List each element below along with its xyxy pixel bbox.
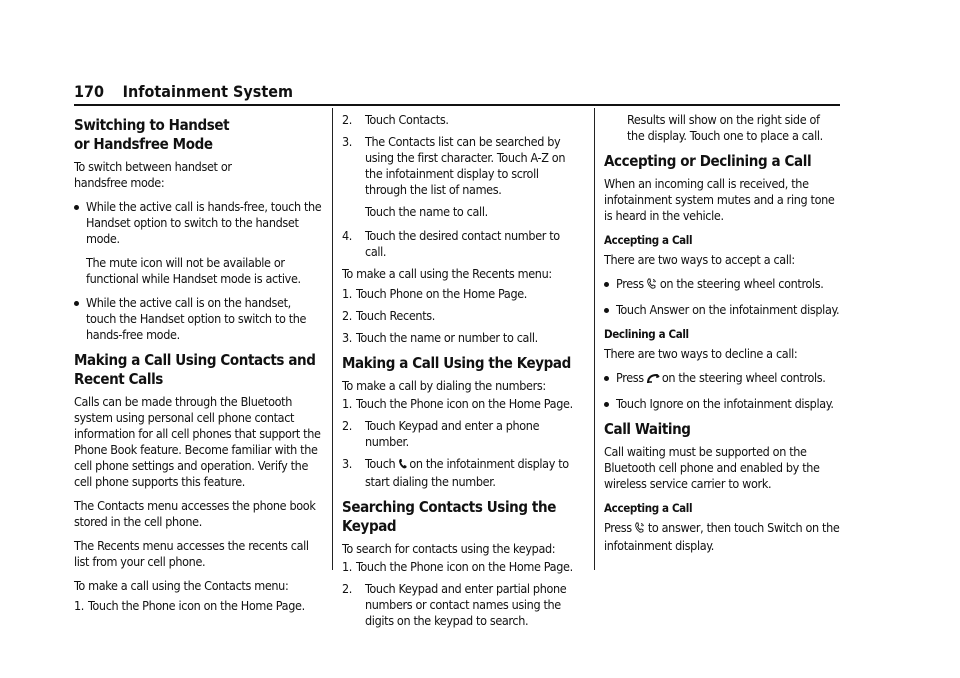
paragraph: Call waiting must be supported on the Bluetooth cell phone and enabled by the wireless service carrier to work. [604,444,820,491]
call-answer-icon [647,278,658,294]
recents-steps-list [342,286,582,346]
list-item: 2. Touch Keypad and enter partial phone numbers or contact names using the digits on the keypad to search. [342,581,567,628]
column-3 [604,108,840,562]
subheading-accepting-waiting: Accepting a Call [604,501,693,515]
step-continuation: Results will show on the right side of the display. Touch one to place a call. [627,112,823,143]
paragraph: Press to answer, then touch Switch on the infotainment display. [604,520,840,553]
bullet-item: While the active call is hands-free, touch the Handset option to switch to the handset mode. [74,199,324,247]
step-note: Touch the name to call. [365,204,488,219]
bullet-item: Press on the steering wheel controls. [604,370,840,388]
list-item: 1. Touch the Phone icon on the Home Page. [342,559,573,574]
bullet-icon [74,301,79,306]
column-1 [74,108,324,620]
contacts-step-4 [342,228,582,260]
paragraph: To search for contacts using the keypad: [342,541,556,556]
list-item: 3. The Contacts list can be searched by using the first character. Touch A-Z on the infotainment display to scroll through the list of names. [342,134,566,197]
list-item: 3. Touch the name or number to call. [342,330,538,345]
contacts-steps-continued [342,112,582,198]
bullet-icon [604,282,609,287]
list-item: 1. Touch the Phone icon on the Home Page. [74,598,305,613]
page-header [74,82,840,104]
paragraph: There are two ways to accept a call: [604,252,795,267]
column-divider [332,108,333,570]
paragraph: To make a call by dialing the numbers: [342,378,546,393]
heading-call-waiting: Call Waiting [604,420,691,438]
list-item: 2. Touch Contacts. [342,112,449,127]
list-item: 1. Touch the Phone icon on the Home Page. [342,396,573,411]
bullet-item: While the active call is on the handset, touch the Handset option to switch to the hands-free mode. [74,295,324,343]
paragraph: To make a call using the Recents menu: [342,266,552,281]
paragraph: Calls can be made through the Bluetooth system using personal cell phone contact information for all cell phones that support the Phone Book feature. Become familiar with the cell phone settings and operation. Verify the cell phone supports this feature. [74,394,321,489]
bullet-icon [74,205,79,210]
bullet-icon [604,376,609,381]
bullet-icon [604,402,609,407]
list-item: 2. Touch Keypad and enter a phone number. [342,418,540,449]
bullet-item: Press on the steering wheel controls. [604,276,840,294]
keypad-steps-list [342,396,582,490]
call-answer-icon [635,522,646,538]
column-divider [594,108,595,570]
list-item: 2. Touch Recents. [342,308,435,323]
list-item: 3. Touch on the infotainment display to start dialing the number. [342,456,569,489]
search-steps-list [342,559,582,629]
heading-keypad: Making a Call Using the Keypad [342,354,571,372]
paragraph: The Contacts menu accesses the phone book stored in the cell phone. [74,498,316,529]
section-title: Infotainment System [122,82,294,101]
paragraph: To switch between handset or handsfree mode: [74,159,232,190]
bullet-item: Touch Ignore on the infotainment display. [604,396,840,412]
heading-switching: Switching to Handset or Handsfree Mode [74,116,230,153]
call-end-icon [647,372,660,388]
heading-accept-decline: Accepting or Declining a Call [604,152,812,170]
contacts-steps-list [74,598,324,614]
heading-contacts-recents: Making a Call Using Contacts and Recent Calls [74,351,316,388]
paragraph: The Recents menu accesses the recents call list from your cell phone. [74,538,309,569]
list-item: 1. Touch Phone on the Home Page. [342,286,528,301]
paragraph: When an incoming call is received, the infotainment system mutes and a ring tone is heard in the vehicle. [604,176,835,223]
paragraph: There are two ways to decline a call: [604,346,798,361]
step-number: 1. [74,598,85,613]
phone-dial-icon [398,458,407,474]
subheading-accepting: Accepting a Call [604,233,693,247]
column-2 [342,108,582,635]
bullet-item: Touch Answer on the infotainment display. [604,302,840,318]
bullet-note: The mute icon will not be available or functional while Handset mode is active. [86,255,301,286]
list-item: 4. Touch the desired contact number to call. [342,228,560,259]
subheading-declining: Declining a Call [604,327,689,341]
page-number: 170 [74,82,105,101]
header-rule [74,104,840,106]
bullet-icon [604,308,609,313]
paragraph: To make a call using the Contacts menu: [74,578,289,593]
heading-search-keypad: Searching Contacts Using the Keypad [342,498,556,535]
